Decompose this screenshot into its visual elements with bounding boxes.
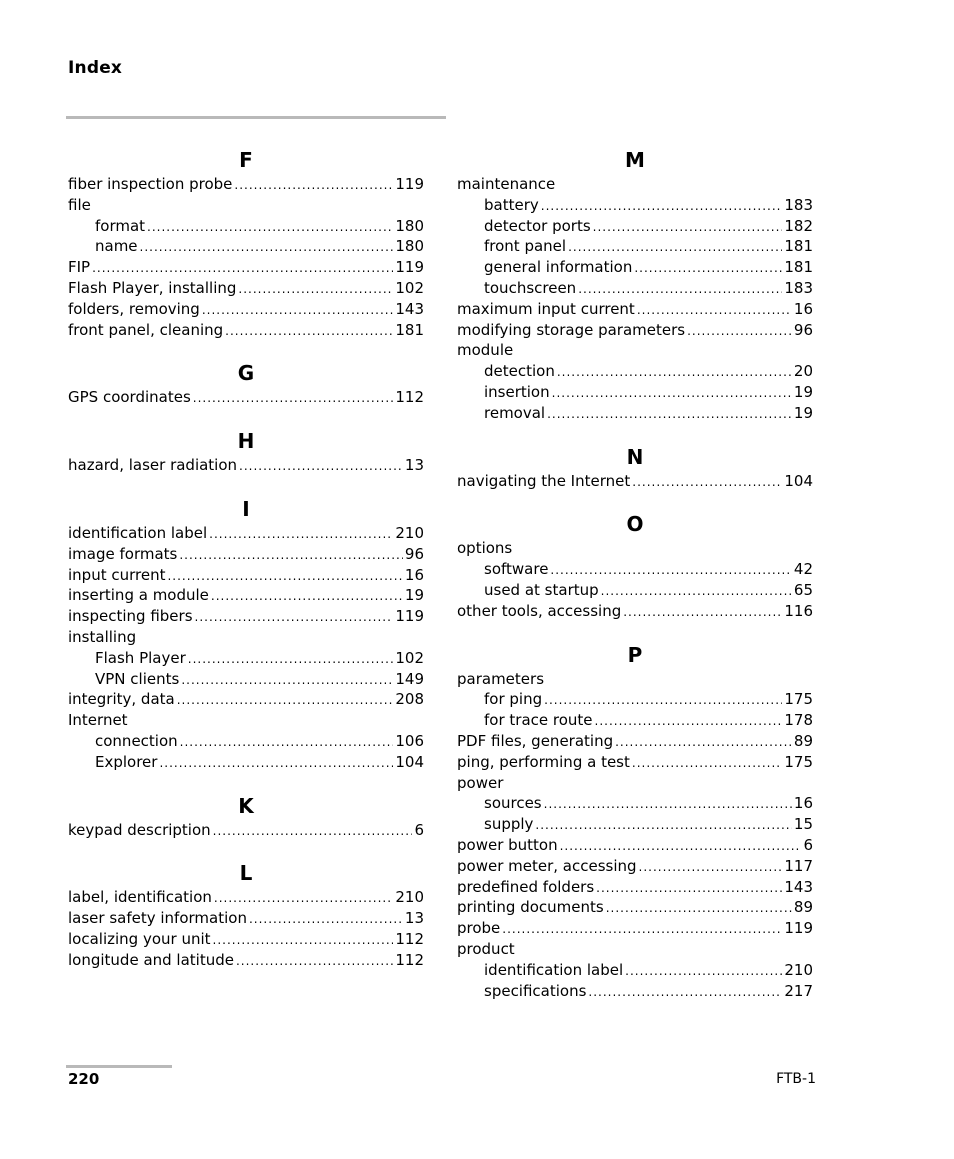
entry-page-number: 19	[793, 382, 813, 401]
index-entry	[457, 471, 813, 492]
entry-term: maximum input current	[457, 299, 635, 318]
index-section-n	[457, 444, 813, 492]
dot-leader	[213, 821, 413, 842]
entry-term: Flash Player	[95, 648, 186, 667]
entry-page-number: 13	[404, 456, 424, 475]
index-entry	[68, 320, 424, 341]
entry-term: module	[457, 341, 514, 360]
index-subentry	[457, 689, 813, 710]
entry-term: input current	[68, 565, 166, 584]
dot-leader	[623, 602, 782, 623]
entry-term: fiber inspection probe	[68, 175, 233, 193]
entry-term: identification label	[484, 960, 624, 979]
entry-term: navigating the Internet	[457, 471, 631, 490]
dot-leader	[188, 649, 394, 670]
index-subentry	[457, 814, 813, 835]
dot-leader	[578, 279, 782, 300]
entry-page-number: 16	[793, 794, 813, 813]
entry-term: used at startup	[484, 580, 599, 599]
entry-page-number: 181	[784, 258, 813, 277]
entry-page-number: 178	[784, 711, 813, 730]
dot-leader	[639, 857, 783, 878]
entry-term: PDF files, generating	[457, 731, 614, 750]
entry-term: removal	[484, 403, 546, 422]
index-column-left	[68, 147, 424, 991]
index-entry	[68, 585, 424, 606]
index-subentry	[457, 403, 813, 424]
entry-page-number: 143	[395, 299, 424, 318]
index-section-g	[68, 360, 424, 408]
entry-term: VPN clients	[95, 669, 180, 688]
entry-term: printing documents	[457, 898, 604, 917]
entry-term: ping, performing a test	[457, 752, 630, 771]
entry-term: longitude and latitude	[68, 950, 234, 969]
dot-leader	[92, 258, 393, 279]
index-subentry	[457, 361, 813, 382]
dot-leader	[544, 794, 792, 815]
entry-term: other tools, accessing	[457, 601, 622, 620]
dot-leader	[634, 258, 782, 279]
entry-page-number: 210	[784, 960, 813, 979]
entry-term: laser safety information	[68, 909, 247, 928]
index-entry	[68, 565, 424, 586]
section-letter: O	[626, 512, 644, 537]
index-entry	[457, 897, 813, 918]
index-section-f	[68, 147, 424, 340]
dot-leader	[625, 961, 782, 982]
index-subentry	[457, 236, 813, 257]
dot-leader	[557, 362, 792, 383]
entry-page-number: 175	[784, 690, 813, 709]
entry-page-number: 20	[793, 362, 813, 381]
dot-leader	[550, 560, 791, 581]
entry-page-number: 119	[395, 258, 424, 277]
dot-leader	[140, 237, 394, 258]
dot-leader	[180, 732, 394, 753]
entry-term: identification label	[68, 523, 208, 542]
index-entry	[68, 627, 424, 648]
index-entry	[457, 320, 813, 341]
index-entry	[457, 918, 813, 939]
dot-leader	[568, 237, 782, 258]
dot-leader	[147, 217, 393, 238]
index-entry	[68, 195, 424, 216]
index-entry	[68, 689, 424, 710]
entry-term: power meter, accessing	[457, 856, 637, 875]
index-entry	[68, 544, 424, 565]
index-entry	[68, 887, 424, 908]
entry-term: inspecting fibers	[68, 607, 193, 626]
entry-term: keypad description	[68, 820, 211, 839]
entry-term: detection	[484, 362, 555, 381]
dot-leader	[552, 383, 792, 404]
entry-page-number: 119	[395, 607, 424, 626]
entry-term: integrity, data	[68, 690, 175, 709]
header-divider	[66, 116, 446, 119]
dot-leader	[596, 878, 782, 899]
entry-page-number: 119	[395, 175, 424, 193]
dot-leader	[239, 456, 403, 477]
dot-leader	[615, 732, 792, 753]
entry-page-number: 181	[395, 320, 424, 339]
dot-leader	[632, 753, 782, 774]
entry-page-number: 112	[395, 929, 424, 948]
entry-page-number: 180	[395, 237, 424, 256]
dot-leader	[211, 586, 403, 607]
entry-page-number: 210	[395, 523, 424, 542]
page-number: 220	[68, 1070, 100, 1088]
footer-divider	[66, 1065, 172, 1068]
dot-leader	[249, 909, 403, 930]
entry-page-number: 96	[404, 544, 424, 563]
entry-term: front panel, cleaning	[68, 320, 224, 339]
index-subentry	[457, 981, 813, 1002]
index-entry	[68, 908, 424, 929]
index-section-p	[457, 642, 813, 1002]
dot-leader	[202, 300, 394, 321]
dot-leader	[179, 545, 403, 566]
entry-term: insertion	[484, 382, 550, 401]
entry-page-number: 19	[793, 403, 813, 422]
entry-term: label, identification	[68, 888, 212, 907]
index-subentry	[457, 278, 813, 299]
entry-term: Internet	[68, 711, 128, 730]
entry-term: for ping	[484, 690, 543, 709]
index-entry	[68, 174, 424, 195]
entry-page-number: 106	[395, 731, 424, 750]
entry-term: installing	[68, 627, 137, 646]
entry-term: format	[95, 216, 146, 235]
entry-page-number: 104	[395, 752, 424, 771]
entry-term: specifications	[484, 981, 587, 1000]
entry-page-number: 16	[793, 299, 813, 318]
entry-term: hazard, laser radiation	[68, 456, 238, 475]
entry-page-number: 112	[395, 388, 424, 407]
section-letter: G	[237, 361, 255, 386]
entry-page-number: 15	[793, 815, 813, 834]
dot-leader	[593, 217, 783, 238]
entry-page-number: 13	[404, 909, 424, 928]
entry-page-number: 6	[803, 835, 813, 854]
entry-page-number: 89	[793, 731, 813, 750]
entry-page-number: 181	[784, 237, 813, 256]
entry-page-number: 104	[784, 471, 813, 490]
section-letter: K	[238, 793, 254, 818]
section-letter: P	[627, 642, 643, 667]
entry-term: FIP	[68, 258, 91, 277]
entry-term: supply	[484, 815, 534, 834]
entry-term: modifying storage parameters	[457, 320, 686, 339]
index-entry	[457, 174, 813, 195]
dot-leader	[214, 888, 393, 909]
index-entry	[457, 340, 813, 361]
dot-leader	[588, 982, 782, 1003]
dot-leader	[234, 175, 393, 196]
index-entry	[457, 835, 813, 856]
index-entry	[457, 601, 813, 622]
index-subentry	[457, 960, 813, 981]
entry-page-number: 149	[395, 669, 424, 688]
dot-leader	[535, 815, 791, 836]
index-subentry	[457, 382, 813, 403]
entry-page-number: 6	[414, 820, 424, 839]
page-header-title: Index	[68, 58, 123, 78]
entry-term: touchscreen	[484, 278, 577, 297]
dot-leader	[601, 581, 792, 602]
entry-page-number: 102	[395, 278, 424, 297]
index-subentry	[457, 216, 813, 237]
entry-term: front panel	[484, 237, 567, 256]
dot-leader	[177, 690, 394, 711]
entry-term: detector ports	[484, 216, 591, 235]
entry-page-number: 19	[404, 586, 424, 605]
dot-leader	[159, 753, 393, 774]
index-entry	[68, 455, 424, 476]
section-letter: M	[625, 148, 645, 172]
entry-term: options	[457, 539, 513, 558]
entry-term: battery	[484, 195, 539, 214]
index-entry	[457, 752, 813, 773]
index-subentry	[457, 793, 813, 814]
entry-page-number: 16	[404, 565, 424, 584]
entry-term: file	[68, 195, 91, 214]
index-subentry	[68, 216, 424, 237]
entry-page-number: 210	[395, 888, 424, 907]
index-column-right	[457, 147, 813, 1021]
dot-leader	[541, 196, 783, 217]
index-entry	[68, 257, 424, 278]
dot-leader	[687, 321, 792, 342]
dot-leader	[236, 951, 393, 972]
product-name: FTB-1	[776, 1071, 816, 1087]
index-entry	[68, 929, 424, 950]
dot-leader	[181, 670, 393, 691]
entry-page-number: 183	[784, 195, 813, 214]
index-subentry	[68, 236, 424, 257]
section-letter: H	[237, 429, 255, 454]
index-subentry	[457, 559, 813, 580]
entry-term: GPS coordinates	[68, 388, 191, 407]
index-entry	[68, 710, 424, 731]
dot-leader	[225, 321, 393, 342]
index-subentry	[68, 648, 424, 669]
index-section-m	[457, 147, 813, 424]
entry-page-number: 89	[793, 898, 813, 917]
dot-leader	[632, 472, 782, 493]
entry-page-number: 102	[395, 648, 424, 667]
dot-leader	[195, 607, 394, 628]
index-entry	[457, 856, 813, 877]
index-section-o	[457, 511, 813, 621]
dot-leader	[544, 690, 782, 711]
entry-term: for trace route	[484, 711, 593, 730]
entry-term: sources	[484, 794, 542, 813]
index-entry	[457, 299, 813, 320]
entry-page-number: 208	[395, 690, 424, 709]
entry-term: parameters	[457, 669, 545, 688]
entry-page-number: 175	[784, 752, 813, 771]
section-letter: I	[242, 496, 250, 521]
entry-page-number: 116	[784, 601, 813, 620]
entry-page-number: 180	[395, 216, 424, 235]
dot-leader	[637, 300, 792, 321]
index-subentry	[68, 731, 424, 752]
index-subentry	[457, 195, 813, 216]
section-letter: N	[626, 444, 644, 469]
index-entry	[68, 820, 424, 841]
dot-leader	[560, 836, 802, 857]
entry-page-number: 112	[395, 950, 424, 969]
dot-leader	[167, 566, 402, 587]
entry-page-number: 182	[784, 216, 813, 235]
dot-leader	[238, 279, 393, 300]
dot-leader	[606, 898, 792, 919]
index-section-k	[68, 793, 424, 841]
index-entry	[68, 387, 424, 408]
entry-page-number: 42	[793, 560, 813, 579]
index-subentry	[457, 580, 813, 601]
entry-term: folders, removing	[68, 299, 200, 318]
entry-page-number: 217	[784, 981, 813, 1000]
dot-leader	[193, 388, 394, 409]
index-entry	[457, 773, 813, 794]
index-entry	[68, 299, 424, 320]
dot-leader	[213, 930, 394, 951]
entry-term: connection	[95, 731, 178, 750]
section-letter: F	[239, 148, 253, 172]
entry-page-number: 65	[793, 580, 813, 599]
entry-term: image formats	[68, 544, 178, 563]
index-entry	[68, 523, 424, 544]
entry-term: general information	[484, 258, 633, 277]
entry-page-number: 183	[784, 278, 813, 297]
entry-term: Flash Player, installing	[68, 278, 237, 297]
index-section-h	[68, 428, 424, 476]
index-entry	[68, 278, 424, 299]
dot-leader	[547, 404, 792, 425]
index-entry	[457, 669, 813, 690]
index-entry	[457, 877, 813, 898]
index-entry	[457, 939, 813, 960]
entry-term: power	[457, 773, 504, 792]
entry-term: software	[484, 560, 549, 579]
index-entry	[457, 538, 813, 559]
index-entry	[68, 950, 424, 971]
entry-term: power button	[457, 835, 558, 854]
index-subentry	[68, 669, 424, 690]
entry-term: predefined folders	[457, 877, 595, 896]
dot-leader	[595, 711, 783, 732]
index-entry	[68, 606, 424, 627]
entry-term: maintenance	[457, 175, 556, 193]
entry-term: product	[457, 939, 515, 958]
entry-page-number: 119	[784, 919, 813, 938]
entry-term: Explorer	[95, 752, 158, 771]
index-entry	[457, 731, 813, 752]
index-subentry	[457, 710, 813, 731]
entry-term: inserting a module	[68, 586, 209, 605]
dot-leader	[209, 524, 393, 545]
entry-term: name	[95, 237, 138, 256]
section-letter: L	[239, 861, 253, 886]
entry-page-number: 96	[793, 320, 813, 339]
index-section-i	[68, 496, 424, 773]
entry-term: localizing your unit	[68, 929, 211, 948]
entry-page-number: 143	[784, 877, 813, 896]
entry-term: probe	[457, 919, 501, 938]
index-section-l	[68, 860, 424, 970]
entry-page-number: 117	[784, 856, 813, 875]
dot-leader	[502, 919, 782, 940]
index-subentry	[68, 752, 424, 773]
index-subentry	[457, 257, 813, 278]
